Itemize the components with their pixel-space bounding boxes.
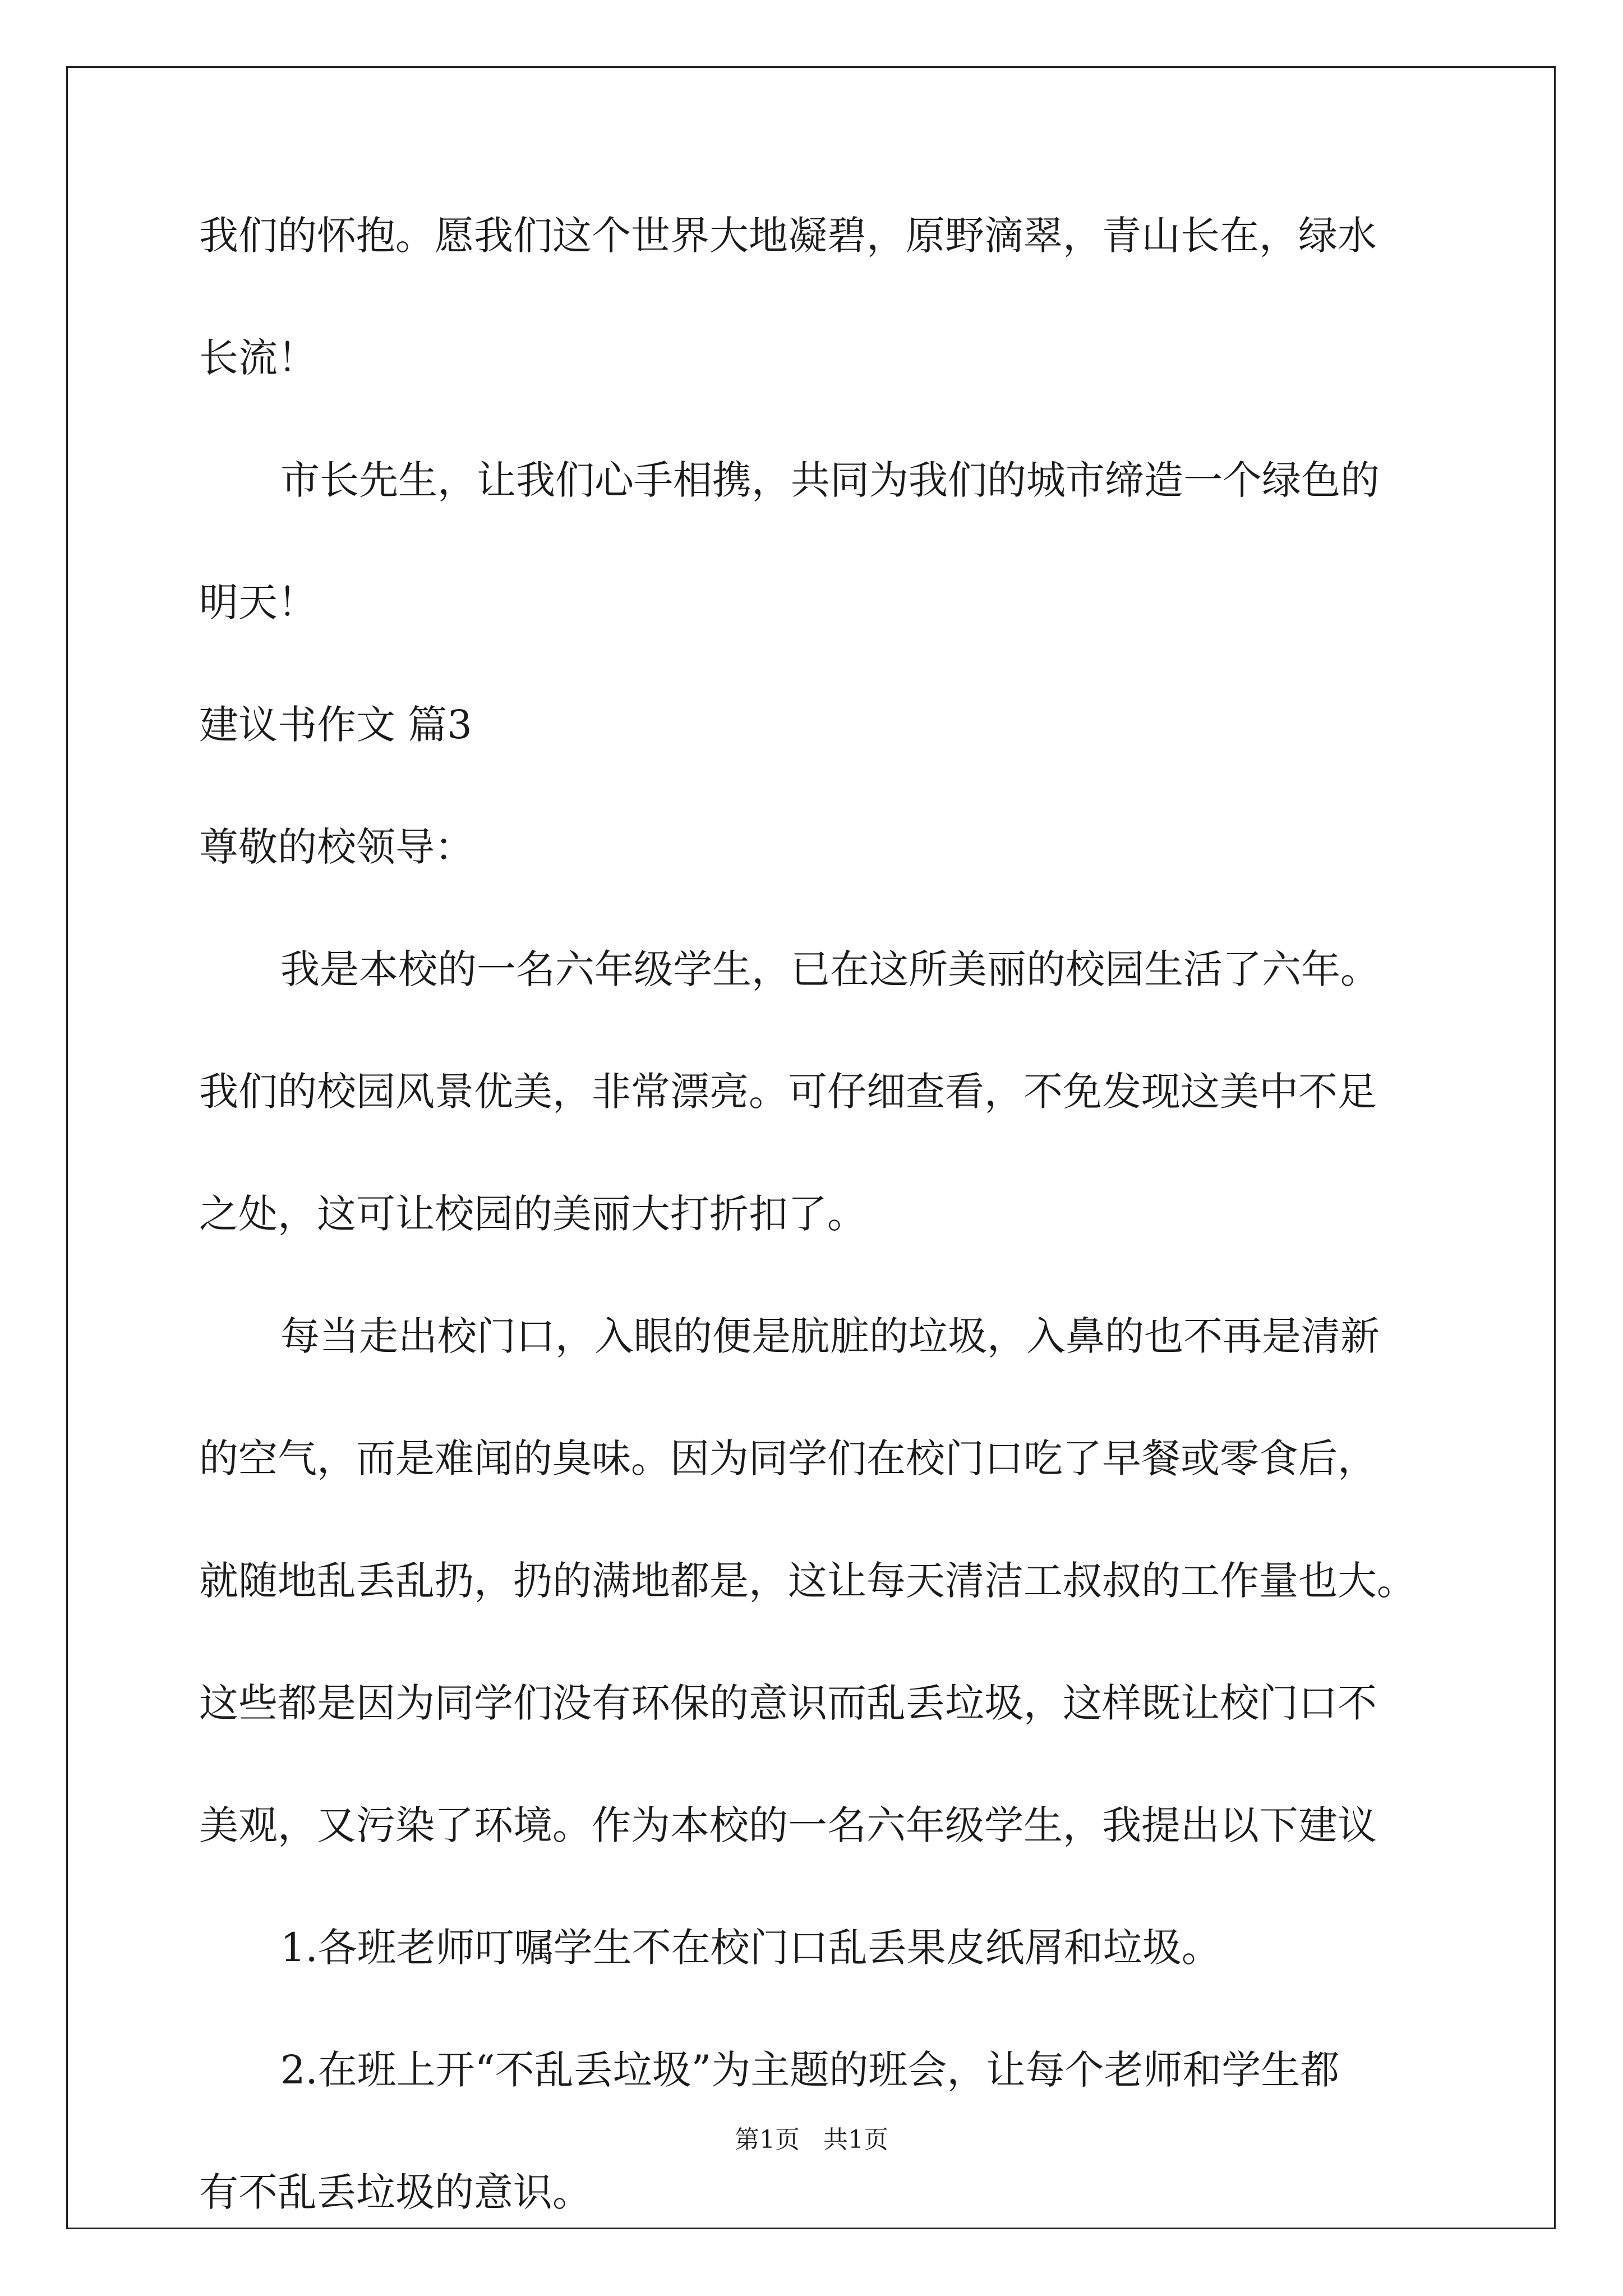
text-line: 我是本校的一名六年级学生，已在这所美丽的校园生活了六年。 bbox=[280, 946, 1380, 992]
salutation: 尊敬的校领导： bbox=[199, 824, 474, 870]
text-line: 市长先生，让我们心手相携，共同为我们的城市缔造一个绿色的 bbox=[280, 457, 1380, 503]
text-line: 有不乱丢垃圾的意识。 bbox=[199, 2169, 592, 2215]
text-line: 我们的校园风景优美，非常漂亮。可仔细查看，不免发现这美中不足 bbox=[199, 1069, 1377, 1115]
section-heading: 建议书作文 篇3 bbox=[199, 702, 472, 748]
list-item: 2.在班上开“不乱丢垃圾”为主题的班会，让每个老师和学生都 bbox=[280, 2047, 1340, 2093]
page-footer: 第1页 共1页 bbox=[735, 2125, 888, 2154]
document-body bbox=[199, 208, 1433, 2286]
text-line: 明天！ bbox=[199, 579, 317, 625]
text-line: 每当走出校门口，入眼的便是肮脏的垃圾，入鼻的也不再是清新 bbox=[280, 1313, 1380, 1359]
text-line: 我们的怀抱。愿我们这个世界大地凝碧，原野滴翠，青山长在，绿水 bbox=[199, 213, 1377, 259]
list-item: 1.各班老师叮嘱学生不在校门口乱丢果皮纸屑和垃圾。 bbox=[280, 1925, 1221, 1971]
text-line: 这些都是因为同学们没有环保的意识而乱丢垃圾，这样既让校门口不 bbox=[199, 1680, 1377, 1726]
text-line: 美观，又污染了环境。作为本校的一名六年级学生，我提出以下建议 bbox=[199, 1802, 1377, 1848]
text-line: 长流！ bbox=[199, 335, 317, 381]
text-line: 的空气，而是难闻的臭味。因为同学们在校门口吃了早餐或零食后， bbox=[199, 1435, 1377, 1481]
text-line: 就随地乱丢乱扔，扔的满地都是，这让每天清洁工叔叔的工作量也大。 bbox=[199, 1558, 1416, 1604]
text-line: 之处，这可让校园的美丽大打折扣了。 bbox=[199, 1191, 866, 1237]
